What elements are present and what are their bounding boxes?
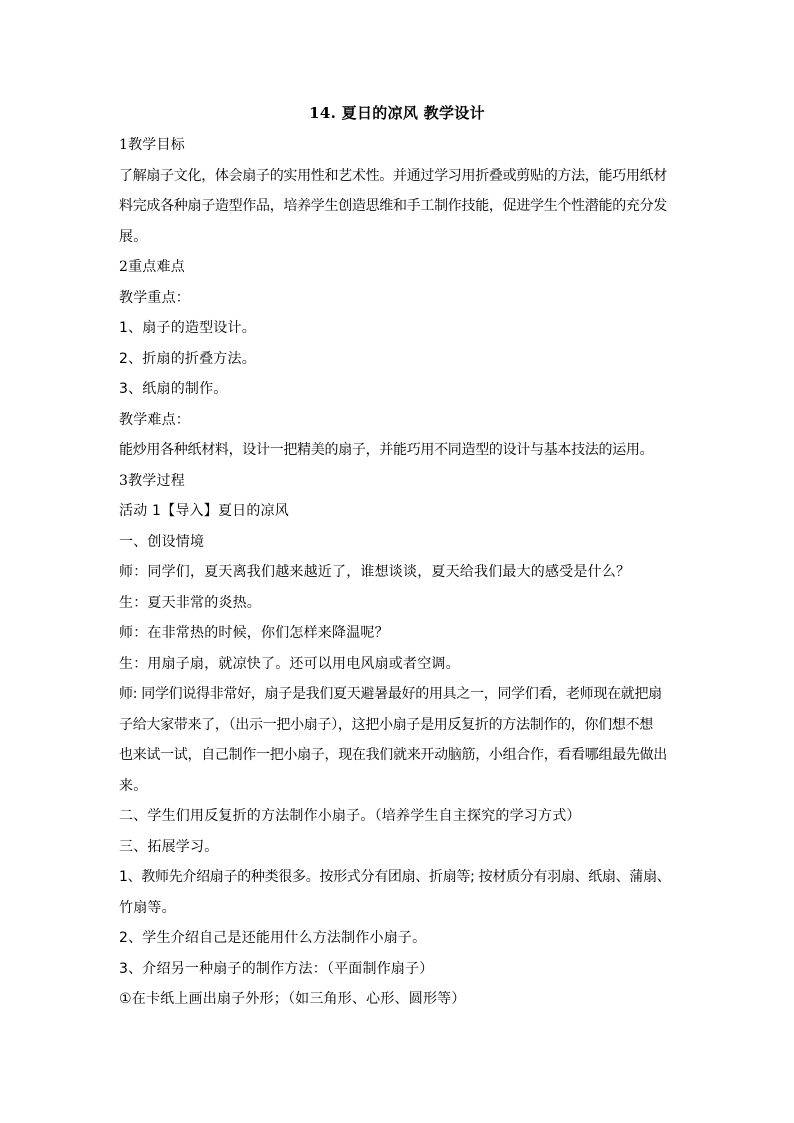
paragraph-line: 教学难点： bbox=[119, 411, 190, 428]
dialogue-line: 师：同学们，夏天离我们越来越近了，谁想谈谈，夏天给我们最大的感受是什么？ bbox=[119, 564, 631, 580]
list-item: 1、教师先介绍扇子的种类很多。按形式分有团扇、折扇等; 按材质分有羽扇、纸扇、蒲扇、 bbox=[119, 869, 671, 885]
section-heading-key-points: 2重点难点 bbox=[119, 259, 185, 275]
paragraph-line: 能炒用各种纸材料，设计一把精美的扇子，并能巧用不同造型的设计与基本技法的运用。 bbox=[119, 442, 654, 458]
paragraph-line: 二、学生们用反复折的方法制作小扇子。（培养学生自主探究的学习方式） bbox=[119, 808, 581, 824]
dialogue-line: 也来试一试，自己制作一把小扇子，现在我们就来开动脑筋，小组合作，看看哪组最先做出 bbox=[119, 747, 667, 763]
paragraph-line: 展。 bbox=[119, 228, 148, 245]
paragraph-line: 了解扇子文化，体会扇子的实用性和艺术性。并通过学习用折叠或剪贴的方法，能巧用纸材 bbox=[119, 167, 667, 184]
list-item: ①在卡纸上画出扇子外形；（如三角形、心形、圆形等） bbox=[119, 991, 466, 1007]
list-item: 1、扇子的造型设计。 bbox=[119, 320, 256, 336]
dialogue-line: 生：夏天非常的炎热。 bbox=[119, 594, 261, 611]
section-heading-objectives: 1教学目标 bbox=[119, 137, 185, 153]
list-item: 2、学生介绍自己是还能用什么方法制作小扇子。 bbox=[119, 930, 427, 946]
dialogue-line: 师：在非常热的时候，你们怎样来降温呢？ bbox=[119, 625, 389, 641]
list-item: 2、折扇的折叠方法。 bbox=[119, 350, 256, 367]
dialogue-line: 子给大家带来了，（出示一把小扇子），这把小扇子是用反复折的方法制作的，你们想不想 bbox=[119, 716, 653, 733]
document-body bbox=[119, 130, 685, 1015]
list-item: 竹扇等。 bbox=[119, 899, 176, 916]
paragraph-line: 教学重点： bbox=[119, 289, 190, 306]
list-item: 3、介绍另一种扇子的制作方法：（平面制作扇子） bbox=[119, 960, 434, 977]
document-title: 14. 夏日的凉风 教学设计 bbox=[309, 104, 485, 122]
list-item: 3、纸扇的制作。 bbox=[119, 381, 228, 397]
activity-heading: 活动 1【导入】夏日的凉风 bbox=[119, 503, 289, 519]
dialogue-line: 生：用扇子扇，就凉快了。还可以用电风扇或者空调。 bbox=[119, 655, 460, 672]
dialogue-line: 来。 bbox=[119, 777, 148, 794]
dialogue-line: 师: 同学们说得非常好，扇子是我们夏天避暑最好的用具之一，同学们看，老师现在就把扇 bbox=[119, 686, 662, 702]
paragraph-line: 三、拓展学习。 bbox=[119, 838, 219, 855]
paragraph-line: 料完成各种扇子造型作品，培养学生创造思维和手工制作技能，促进学生个性潜能的充分发 bbox=[119, 198, 667, 214]
section-heading-process: 3教学过程 bbox=[119, 472, 185, 489]
paragraph-line: 一、创设情境 bbox=[119, 533, 205, 550]
